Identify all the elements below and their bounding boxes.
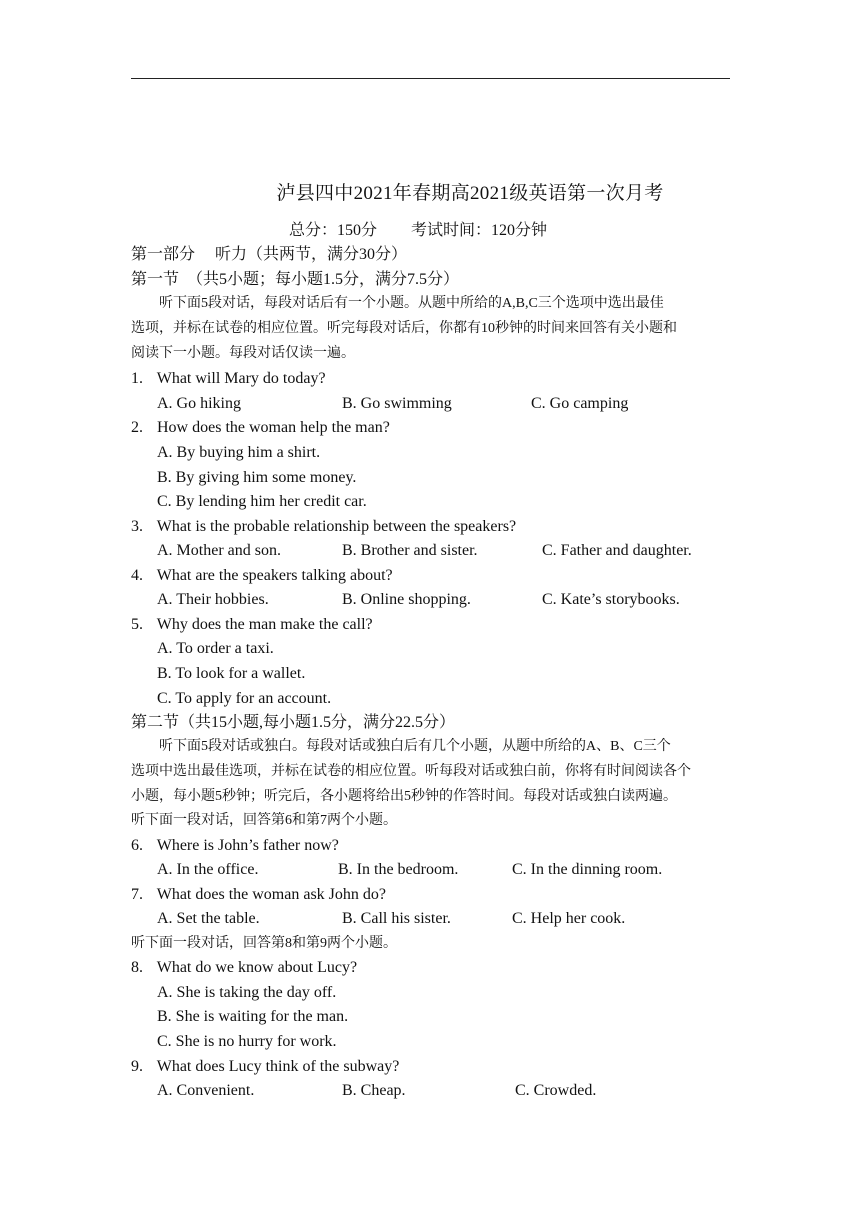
header-rule: [131, 78, 730, 79]
exam-time: 考试时间：120分钟: [411, 222, 548, 239]
total-score: 总分：150分: [289, 222, 378, 239]
question-4: 4. What are the speakers talking about?: [131, 567, 393, 584]
q2-option-b: B. By giving him some money.: [157, 469, 357, 486]
section1-intro-line: 选项，并标在试卷的相应位置。听完每段对话后，你都有10秒钟的时间来回答有关小题和: [131, 321, 677, 336]
part-heading: 第一部分 听力（共两节，满分30分）: [131, 246, 408, 263]
q7-option-b: B. Call his sister.: [342, 910, 451, 927]
section1-intro-line: 阅读下一小题。每段对话仅读一遍。: [131, 346, 355, 361]
q5-option-c: C. To apply for an account.: [157, 690, 332, 707]
q3-option-a: A. Mother and son.: [157, 542, 281, 559]
q8-option-c: C. She is no hurry for work.: [157, 1033, 337, 1050]
question-7: 7. What does the woman ask John do?: [131, 886, 386, 903]
q5-option-a: A. To order a taxi.: [157, 640, 274, 657]
q2-option-a: A. By buying him a shirt.: [157, 444, 321, 461]
q6-option-a: A. In the office.: [157, 861, 259, 878]
q3-option-b: B. Brother and sister.: [342, 542, 478, 559]
q3-option-c: C. Father and daughter.: [542, 542, 692, 559]
section2-intro-line: 听下面5段对话或独白。每段对话或独白后有几个小题，从题中所给的A、B、C三个: [131, 739, 671, 754]
q8-option-b: B. She is waiting for the man.: [157, 1008, 349, 1025]
question-3: 3. What is the probable relationship between the speakers?: [131, 518, 517, 535]
q1-option-c: C. Go camping: [531, 395, 629, 412]
q1-option-a: A. Go hiking: [157, 395, 241, 412]
section2-heading: 第二节（共15小题,每小题1.5分，满分22.5分）: [131, 714, 456, 731]
q6-option-c: C. In the dinning room.: [512, 861, 663, 878]
q9-option-a: A. Convenient.: [157, 1082, 255, 1099]
q7-option-a: A. Set the table.: [157, 910, 260, 927]
q1-option-b: B. Go swimming: [342, 395, 452, 412]
q9-option-b: B. Cheap.: [342, 1082, 406, 1099]
section2-intro-line: 听下面一段对话，回答第6和第7两个小题。: [131, 813, 397, 828]
question-9: 9. What does Lucy think of the subway?: [131, 1058, 400, 1075]
q4-option-b: B. Online shopping.: [342, 591, 471, 608]
section2-intro-line: 选项中选出最佳选项，并标在试卷的相应位置。听每段对话或独白前，你将有时间阅读各个: [131, 764, 691, 779]
question-1: 1. What will Mary do today?: [131, 370, 326, 387]
question-6: 6. Where is John’s father now?: [131, 837, 339, 854]
section2-intro-line: 小题，每小题5秒钟；听完后，各小题将给出5秒钟的作答时间。每段对话或独白读两遍。: [131, 789, 677, 804]
q8-option-a: A. She is taking the day off.: [157, 984, 337, 1001]
q4-option-c: C. Kate’s storybooks.: [542, 591, 680, 608]
exam-title: 泸县四中2021年春期高2021级英语第一次月考: [276, 183, 664, 204]
q2-option-c: C. By lending him her credit car.: [157, 493, 367, 510]
section1-heading: 第一节 （共5小题；每小题1.5分，满分7.5分）: [131, 271, 460, 288]
q7-option-c: C. Help her cook.: [512, 910, 626, 927]
q9-option-c: C. Crowded.: [515, 1082, 597, 1099]
question-5: 5. Why does the man make the call?: [131, 616, 373, 633]
exam-meta: [289, 219, 547, 243]
q6-option-b: B. In the bedroom.: [338, 861, 459, 878]
q5-option-b: B. To look for a wallet.: [157, 665, 306, 682]
question-2: 2. How does the woman help the man?: [131, 419, 390, 436]
question-8: 8. What do we know about Lucy?: [131, 959, 358, 976]
section1-intro-line: 听下面5段对话，每段对话后有一个小题。从题中所给的A,B,C三个选项中选出最佳: [131, 296, 664, 311]
q4-option-a: A. Their hobbies.: [157, 591, 269, 608]
section2-note: 听下面一段对话，回答第8和第9两个小题。: [131, 936, 397, 951]
